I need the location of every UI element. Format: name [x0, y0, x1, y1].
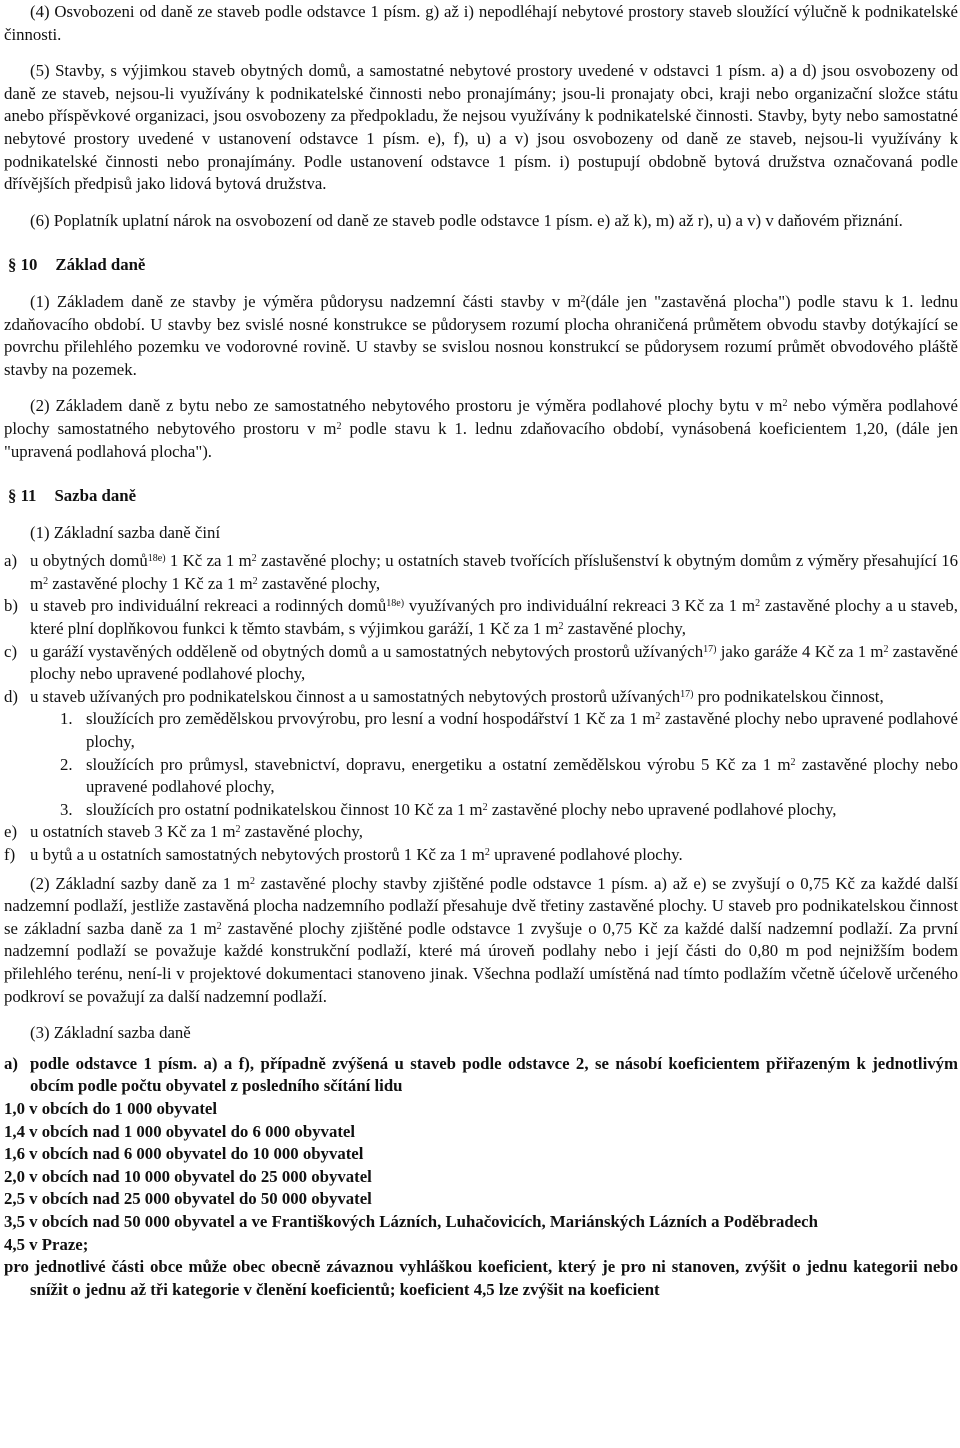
- paragraph-5: (5) Stavby, s výjimkou staveb obytných domů, a samostatné nebytové prostory uvedené v odstavci 1 písm. a) a d) jsou osvobozeny od daně ze staveb, nejsou-li využívány k podnikatelské činnosti nebo pronajímány; jsou-li pronajaty obci, kraji nebo organizační složce státu anebo příspěvkové organizaci, jsou osvobozeny za předpokladu, že nejsou využívány k podnikatelské činnosti. Stavby, byty nebo samostatné nebytové prostory uvedené v ustanovení odstavce 1 písm. e), f), u) a v) jsou osvobozeny od daně ze staveb, nejsou-li využívány k podnikatelské činnosti nebo pronajímány. Podle ustanovení odstavce 1 písm. i) postupují obdobně bytová družstva označovaná podle dřívějších předpisů jako lidová bytová družstva.: [4, 61, 958, 194]
- coefficient-note: pro jednotlivé části obce může obec obecně závaznou vyhláškou koeficient, který je pro ni stanoven, zvýšit o jednu kategorii nebo snížit o jednu až tři kategorie v členění koeficientů; koeficient 4,5 lze zvýšit na koeficient: [4, 1257, 958, 1299]
- coefficient-line: 1,0 v obcích do 1 000 obyvatel: [4, 1098, 218, 1118]
- section-title: Sazba daně: [54, 486, 137, 506]
- section-title: Základ daně: [55, 255, 146, 275]
- list-subitem-d3: 3. sloužících pro ostatní podnikatelskou činnost 10 Kč za 1 $m^2$ zastavěné plochy nebo upravené podlahové plochy,: [60, 799, 837, 819]
- list-item-3a: a) podle odstavce 1 písm. a) a f), případně zvýšená u staveb podle odstavce 2, se násobí koeficientem přiřazeným k jednotlivým obcím podle počtu obyvatel z posledního sčítání lidu: [4, 1053, 958, 1096]
- coefficient-line: 1,4 v obcích nad 1 000 obyvatel do 6 000 obyvatel: [4, 1121, 356, 1141]
- list-item-b: b) u staveb pro individuální rekreaci a rodinných domů$^{18e)}$ využívaných pro individuální rekreaci 3 Kč za 1 $m^2$ zastavěné plochy a u staveb, které plní doplňkovou funkci k těmto stavbám, s výjimkou garáží, 1 Kč za 1 $m^2$ zastavěné plochy,: [4, 596, 958, 639]
- section-10-paragraph-1: (1) Základem daně ze stavby je výměra půdorysu nadzemní části stavby v $m^2(dále$ jen "zastavěná plocha") podle stavu k 1. lednu zdaňovacího období. U stavby bez svislé nosné konstrukce se půdorysem rozumí plocha ohraničená průmětem obvodu stavby dotýkající se povrchu přilehlého pozemku ve vodorovné rovině. U stavby se svislou nosnou konstrukcí se půdorysem rozumí průmět obvodového pláště stavby na pozemek.: [4, 291, 958, 379]
- coefficient-line: 2,0 v obcích nad 10 000 obyvatel do 25 000 obyvatel: [4, 1166, 372, 1186]
- list-item-e: e) u ostatních staveb 3 Kč za 1 $m^2$ zastavěné plochy,: [4, 822, 363, 842]
- list-item-c: c) u garáží vystavěných odděleně od obytných domů a u samostatných nebytových prostorů užívaných$^{17)}$ jako garáže 4 Kč za 1 $m^2$ zastavěné plochy nebo upravené podlahové plochy,: [4, 641, 958, 684]
- list-subitem-d2: 2. sloužících pro průmysl, stavebnictví, dopravu, energetiku a ostatní zemědělskou výrobu 5 Kč za 1 $m^2$ zastavěné plochy nebo upravené podlahové plochy,: [60, 754, 958, 797]
- coefficient-line: 4,5 v Praze;: [4, 1234, 89, 1254]
- paragraph-4: (4) Osvobozeni od daně ze staveb podle odstavce 1 písm. g) až i) nepodléhají nebytové prostory staveb sloužící výlučně k podnikatelské činnosti.: [4, 2, 958, 44]
- section-number: § 10: [8, 255, 38, 275]
- section-10-paragraph-2: (2) Základem daně z bytu nebo ze samostatného nebytového prostoru je výměra podlahové plochy bytu v $m^2$ nebo výměra podlahové plochy samostatného nebytového prostoru v $m^2$ podle stavu k 1. lednu zdaňovacího období, vynásobená koeficientem 1,20, (dále jen "upravená podlahová plocha").: [4, 396, 958, 461]
- coefficient-line: 1,6 v obcích nad 6 000 obyvatel do 10 000 obyvatel: [4, 1144, 364, 1164]
- paragraph-6: (6) Poplatník uplatní nárok na osvobození od daně ze staveb podle odstavce 1 písm. e) až k), m) až r), u) a v) v daňovém přiznání.: [30, 210, 903, 230]
- section-number: § 11: [8, 486, 37, 506]
- coefficient-line: 2,5 v obcích nad 25 000 obyvatel do 50 000 obyvatel: [4, 1189, 372, 1209]
- coefficient-line: 3,5 v obcích nad 50 000 obyvatel a ve Františkových Lázních, Luhačovicích, Mariánských Lázních a Poděbradech: [4, 1211, 818, 1231]
- list-item-f: f) u bytů a u ostatních samostatných nebytových prostorů 1 Kč za 1 $m^2$ upravené podlahové plochy.: [4, 845, 683, 864]
- section-11-heading: [4, 485, 958, 508]
- section-11-paragraph-2: (2) Základní sazby daně za 1 $m^2$ zastavěné plochy stavby zjištěné podle odstavce 1 písm. a) až e) se zvyšují o 0,75 Kč za každé další nadzemní podlaží, jestliže zastavěná plocha nadzemního podlaží přesahuje dvě třetiny zastavěné plochy. U staveb pro podnikatelskou činnost se základní sazba daně za 1 $m^2$ zastavěné plochy zjištěné podle odstavce 1 zvyšuje o 0,75 Kč za každé další nadzemní podlaží. Za první nadzemní podlaží se považuje každé konstrukční podlaží, které má úroveň podlahy nebo i její části do 0,80 m pod nejnižším bodem přilehlého terénu, není-li v projektové dokumentaci stanoveno jinak. Všechna podlaží umístěná nad tímto podlažím včetně účelově určeného podkroví se považují za další nadzemní podlaží.: [4, 873, 959, 1006]
- section-10-heading: [4, 254, 958, 277]
- list-item-d: d) u staveb užívaných pro podnikatelskou činnost a u samostatných nebytových prostorů užívaných$^{17)}$ pro podnikatelskou činnost,: [4, 686, 884, 706]
- list-subitem-d1: 1. sloužících pro zemědělskou prvovýrobu, pro lesní a vodní hospodářství 1 Kč za 1 $m^2$ zastavěné plochy nebo upravené podlahové plochy,: [60, 709, 958, 752]
- list-item-a: a) u obytných domů$^{18e)}$ 1 Kč za 1 $m^2$ zastavěné plochy; u ostatních staveb tvořících příslušenství k obytným domům z výměry přesahující 16 $m^2$ zastavěné plochy 1 Kč za 1 $m^2$ zastavěné plochy,: [4, 551, 959, 593]
- section-11-paragraph-3: (3) Základní sazba daně: [30, 1023, 191, 1043]
- section-11-paragraph-1: (1) Základní sazba daně činí: [30, 522, 221, 542]
